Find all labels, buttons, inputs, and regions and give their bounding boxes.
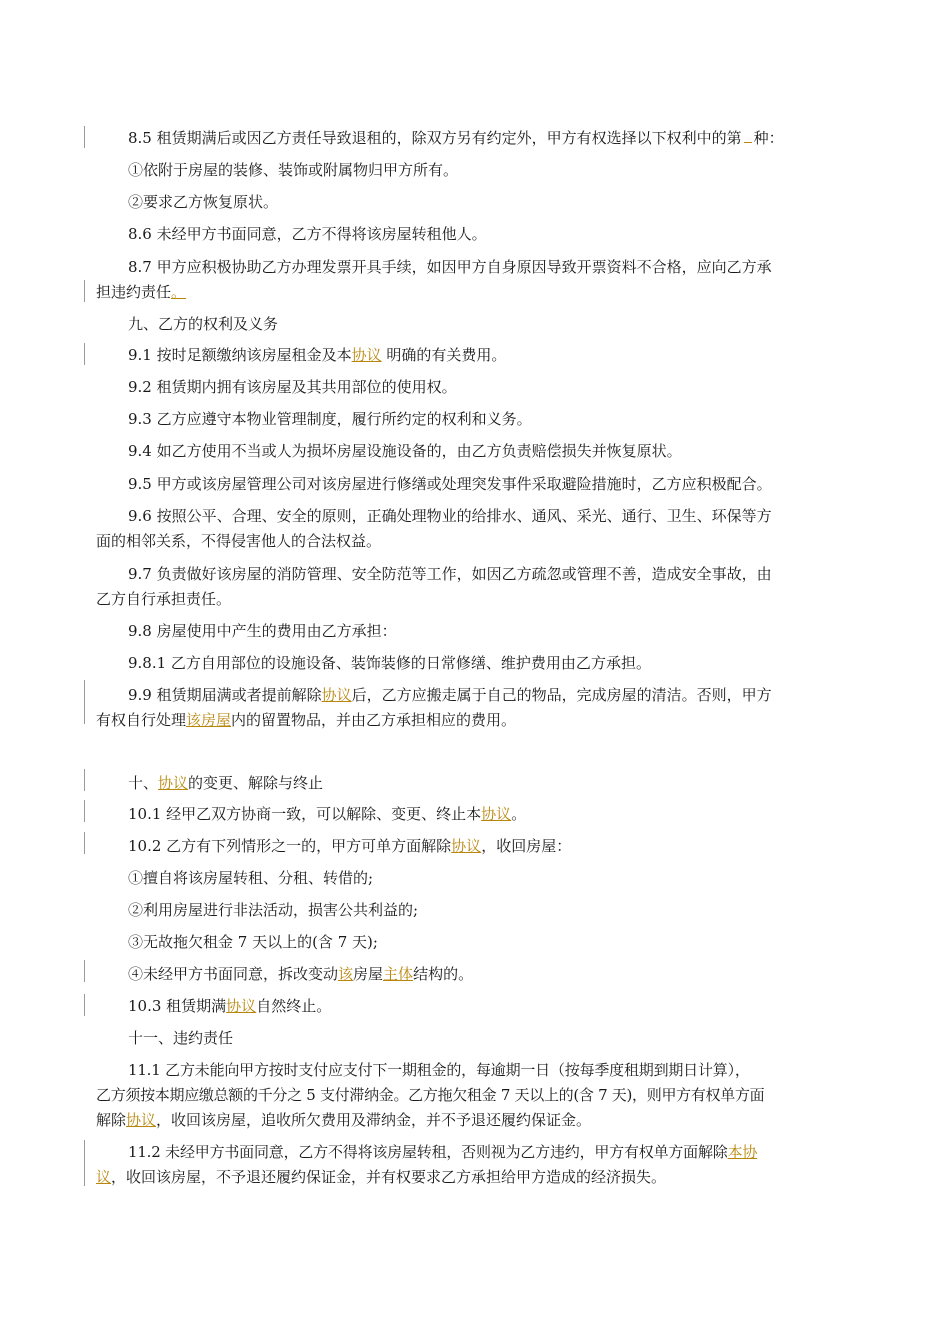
clause-8-5-option-1: ①依附于房屋的装修、装饰或附属物归甲方所有。	[128, 161, 459, 179]
tracked-change: 本协	[727, 1143, 758, 1161]
clause-9-7-line-1: 9.7 负责做好该房屋的消防管理、安全防范等工作，如因乙方疏忽或管理不善，造成安全事故，由	[128, 565, 772, 583]
clause-9-8-1: 9.8.1 乙方自用部位的设施设备、装饰装修的日常修缮、维护费用由乙方承担。	[128, 654, 651, 672]
section-9-title: 九、乙方的权利及义务	[128, 315, 279, 333]
tracked-change: 该房屋	[186, 711, 232, 729]
clause-9-4: 9.4 如乙方使用不当或人为损坏房屋设施设备的，由乙方负责赔偿损失并恢复原状。	[128, 442, 682, 460]
clause-9-1: 9.1 按时足额缴纳该房屋租金及本协议 明确的有关费用。	[128, 346, 507, 364]
clause-9-6-line-2: 面的相邻关系，不得侵害他人的合法权益。	[96, 532, 382, 550]
clause-8-6: 8.6 未经甲方书面同意，乙方不得将该房屋转租他人。	[128, 225, 487, 243]
clause-9-3: 9.3 乙方应遵守本物业管理制度，履行所约定的权利和义务。	[128, 410, 532, 428]
change-bar	[84, 832, 85, 854]
change-bar	[84, 280, 85, 302]
change-bar	[84, 800, 85, 822]
clause-10-1: 10.1 经甲乙双方协商一致，可以解除、变更、终止本协议。	[128, 805, 527, 823]
clause-11-2-line-1: 11.2 未经甲方书面同意，乙方不得将该房屋转租，否则视为乙方违约，甲方有权单方面解除本协	[128, 1143, 758, 1161]
section-10-title: 十、协议的变更、解除与终止	[128, 774, 324, 792]
clause-11-1-line-3: 解除协议，收回该房屋，追收所欠费用及滞纳金，并不予退还履约保证金。	[96, 1111, 592, 1129]
clause-11-1-line-2: 乙方须按本期应缴总额的千分之 5 支付滞纳金。乙方拖欠租金 7 天以上的(含 7 天)，则甲方有权单方面	[96, 1086, 765, 1104]
clause-9-9-line-1: 9.9 租赁期届满或者提前解除协议后，乙方应搬走属于自己的物品，完成房屋的清洁。否则，甲方	[128, 686, 772, 704]
change-bar	[84, 769, 85, 791]
tracked-change: 协议	[321, 686, 352, 704]
clause-8-7-line-1: 8.7 甲方应积极协助乙方办理发票开具手续，如因甲方自身原因导致开票资料不合格，应向乙方承	[128, 258, 772, 276]
change-bar	[84, 960, 85, 982]
clause-10-3: 10.3 租赁期满协议自然终止。	[128, 997, 332, 1015]
tracked-change: 。	[171, 283, 187, 301]
clause-9-2: 9.2 租赁期内拥有该房屋及其共用部位的使用权。	[128, 378, 457, 396]
clause-9-9-line-2: 有权自行处理该房屋内的留置物品，并由乙方承担相应的费用。	[96, 711, 517, 729]
clause-8-5-option-2: ②要求乙方恢复原状。	[128, 193, 279, 211]
clause-10-2-item-4: ④未经甲方书面同意，拆改变动该房屋主体结构的。	[128, 965, 474, 983]
tracked-change: 协议	[158, 774, 189, 792]
clause-11-1-line-1: 11.1 乙方未能向甲方按时支付应支付下一期租金的，每逾期一日（按每季度租期到期日计算），	[128, 1061, 750, 1079]
section-11-title: 十一、违约责任	[128, 1029, 234, 1047]
tracked-change: 协议	[126, 1111, 157, 1129]
tracked-change: 该	[338, 965, 354, 983]
clause-11-2-line-2: 议，收回该房屋，不予退还履约保证金，并有权要求乙方承担给甲方造成的经济损失。	[96, 1168, 667, 1186]
clause-8-7-line-2: 担违约责任。	[96, 283, 187, 301]
clause-9-7-line-2: 乙方自行承担责任。	[96, 590, 232, 608]
clause-8-5: 8.5 租赁期满后或因乙方责任导致退租的，除双方另有约定外，甲方有权选择以下权利中的第 种：	[128, 129, 784, 147]
choice-blank[interactable]	[744, 142, 752, 143]
change-bar	[84, 994, 85, 1016]
change-bar	[84, 343, 85, 365]
change-bar	[84, 126, 85, 148]
tracked-change: 协议	[481, 805, 512, 823]
tracked-change: 主体	[383, 965, 414, 983]
tracked-change: 议	[96, 1168, 112, 1186]
clause-10-2-item-2: ②利用房屋进行非法活动，损害公共利益的;	[128, 901, 419, 919]
clause-10-2: 10.2 乙方有下列情形之一的，甲方可单方面解除协议，收回房屋：	[128, 837, 572, 855]
clause-9-6-line-1: 9.6 按照公平、合理、安全的原则，正确处理物业的给排水、通风、采光、通行、卫生、环保等方	[128, 507, 772, 525]
tracked-change: 协议	[351, 346, 382, 364]
clause-9-8: 9.8 房屋使用中产生的费用由乙方承担：	[128, 622, 397, 640]
change-bar	[84, 1140, 85, 1186]
tracked-change: 协议	[226, 997, 257, 1015]
change-bar	[84, 680, 85, 724]
clause-10-2-item-3: ③无故拖欠租金 7 天以上的(含 7 天);	[128, 933, 378, 951]
tracked-change: 协议	[451, 837, 482, 855]
clause-9-5: 9.5 甲方或该房屋管理公司对该房屋进行修缮或处理突发事件采取避险措施时，乙方应积极配合。	[128, 475, 772, 493]
clause-10-2-item-1: ①擅自将该房屋转租、分租、转借的;	[128, 869, 374, 887]
